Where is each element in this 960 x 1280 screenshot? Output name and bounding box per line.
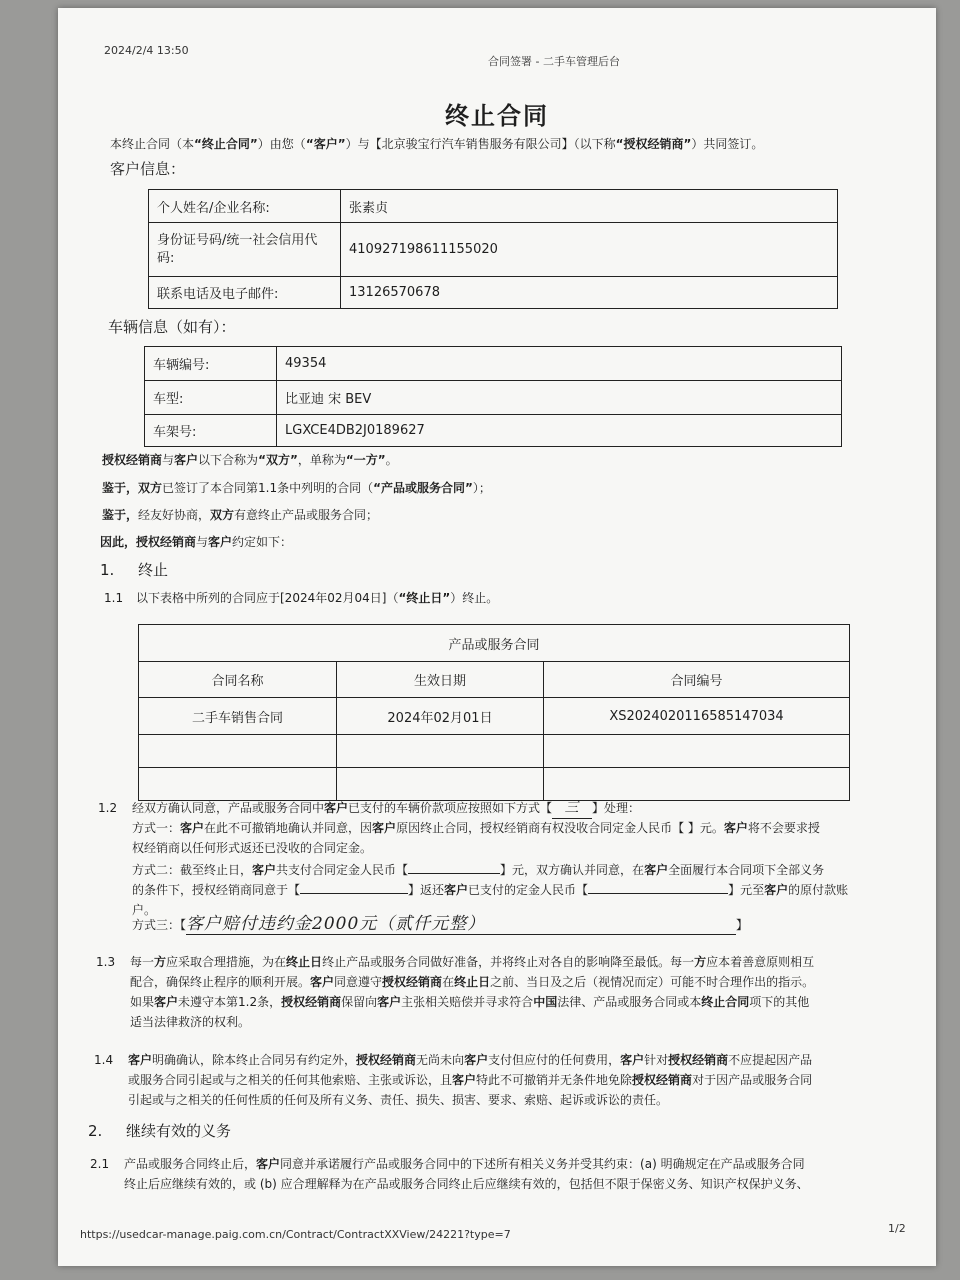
clause-text: 方式二：截至终止日， <box>132 863 253 877</box>
recital-text: 有意终止产品或服务合同； <box>234 508 379 522</box>
recital-text: 经友好协商， <box>138 508 211 522</box>
clause-text: 法律、产品或服务合同或本 <box>557 995 702 1009</box>
clause-text: 适当法律救济的权利。 <box>130 1015 251 1029</box>
customer-label: 身份证号码/统一社会信用代码: <box>149 223 341 277</box>
clause-term: 客户 <box>310 975 335 989</box>
table-cell: 2024年02月01日 <box>337 698 544 735</box>
customer-heading: 客户信息： <box>110 160 186 178</box>
vehicle-label: 车型: <box>145 381 277 415</box>
vehicle-row <box>145 347 842 381</box>
method-choice: 三 <box>552 798 592 819</box>
clause-text: 特此不可撤销并无条件地免除 <box>476 1073 633 1087</box>
clause-text: 之前、当日及之后（视情况而定）可能不时合理作出的指示。 <box>490 975 815 989</box>
vehicle-label: 车架号: <box>145 415 277 447</box>
vehicle-table <box>144 346 842 447</box>
clause-text: 支付但应付的任何费用， <box>488 1053 621 1067</box>
clause-text: 应采取合理措施，为在 <box>166 955 287 969</box>
intro-text: ）共同签订。 <box>691 137 764 151</box>
table-row <box>139 735 850 768</box>
recital-text: 以下合称为 <box>198 453 259 467</box>
clause-1-3-body <box>130 972 910 1032</box>
contract-table-caption-row <box>139 625 850 662</box>
clause-text: 在 <box>442 975 455 989</box>
print-page-title: 合同签署 - 二手车管理后台 <box>488 55 620 68</box>
clause-text: 或服务合同引起或与之相关的任何其他索赔、主张或诉讼，且 <box>128 1073 453 1087</box>
clause-term: 中国 <box>533 995 558 1009</box>
vehicle-value: 49354 <box>277 347 842 381</box>
recital-term: “一方” <box>345 453 386 467</box>
recital-text: ，单称为 <box>297 453 346 467</box>
vehicle-row <box>145 381 842 415</box>
clause-number: 2.1 <box>90 1157 110 1171</box>
section-title: 继续有效的义务 <box>126 1122 232 1140</box>
clause-text: 配合，确保终止程序的顺利开展。 <box>130 975 311 989</box>
clause-term: 终止日 <box>454 975 491 989</box>
clause-term: 客户 <box>644 863 669 877</box>
clause-text: 主张相关赔偿并寻求符合 <box>401 995 534 1009</box>
recital-term: 双方 <box>138 481 163 495</box>
refund-amount-blank <box>588 893 728 894</box>
table-cell <box>337 735 544 768</box>
recital-text: ）； <box>472 481 491 495</box>
contract-table <box>138 624 850 801</box>
clause-text: 项下的其他 <box>749 995 810 1009</box>
refund-date-blank <box>300 893 408 894</box>
column-header: 合同名称 <box>139 662 337 698</box>
vehicle-label: 车辆编号: <box>145 347 277 381</box>
clause-text: 方式三：【 <box>132 918 187 932</box>
clause-term: 客户 <box>452 1073 477 1087</box>
clause-text: 应本着善意原则相互 <box>706 955 815 969</box>
intro-term: “客户” <box>305 137 346 151</box>
clause-number: 1.3 <box>96 955 116 969</box>
clause-text: 产品或服务合同终止后， <box>124 1157 257 1171</box>
recital-term: “双方” <box>258 453 298 467</box>
clause-1-4-body <box>128 1070 918 1110</box>
clause-text: 】返还 <box>408 883 445 897</box>
clause-text: 将不会要求授 <box>747 821 820 835</box>
method-three <box>132 914 748 935</box>
table-cell <box>139 768 337 801</box>
clause-text: 原因终止合同，授权经销商有权没收合同定金人民币【 】元。 <box>396 821 724 835</box>
clause-text: 已支付的定金人民币【 <box>468 883 589 897</box>
clause-term: 终止合同 <box>701 995 750 1009</box>
clause-text: 无尚未向 <box>416 1053 465 1067</box>
table-row <box>139 698 850 735</box>
intro-paragraph <box>110 134 763 154</box>
clause-1-4 <box>94 1050 904 1070</box>
vehicle-value: 比亚迪 宋 BEV <box>277 381 842 415</box>
customer-label: 个人姓名/企业名称: <box>149 190 341 223</box>
clause-term: 授权经销商 <box>281 995 342 1009</box>
clause-term: 客户 <box>764 883 789 897</box>
clause-text: 未遵守本第1.2条， <box>178 995 282 1009</box>
section-title: 终止 <box>138 561 169 579</box>
clause-text: 同意遵守 <box>334 975 383 989</box>
clause-term: 客户 <box>180 821 205 835</box>
section-1-heading <box>100 559 168 580</box>
clause-text: 方式一： <box>132 821 181 835</box>
recital-term: 鉴于， <box>102 481 139 495</box>
clause-term: 客户 <box>464 1053 489 1067</box>
recital-text: 。 <box>385 453 398 467</box>
clause-2-1-body <box>124 1174 924 1194</box>
clause-term: 客户 <box>377 995 402 1009</box>
clause-text: 如果 <box>130 995 155 1009</box>
clause-text: 引起或与之相关的任何性质的任何及所有义务、责任、损失、损害、要求、索赔、起诉或诉讼的责任。 <box>128 1093 669 1107</box>
customer-label: 联系电话及电子邮件: <box>149 277 341 309</box>
clause-term: 客户 <box>154 995 179 1009</box>
clause-text: 终止后应继续有效的，或 (b) 应合理解释为在产品或服务合同终止后应继续有效的，包括但不限于保密义务、知识产权保护义务、 <box>124 1177 809 1191</box>
recital-parties <box>102 450 398 470</box>
intro-term: “授权经销商” <box>615 137 692 151</box>
table-row <box>139 768 850 801</box>
intro-text: ）由您（ <box>257 137 306 151</box>
clause-2-1 <box>90 1154 900 1174</box>
clause-text: 每一 <box>130 955 155 969</box>
print-datetime: 2024/2/4 13:50 <box>104 44 189 57</box>
column-header: 生效日期 <box>337 662 544 698</box>
clause-number: 1.1 <box>104 591 124 605</box>
vehicle-heading: 车辆信息（如有）： <box>108 318 236 336</box>
customer-row <box>149 223 838 277</box>
method-one <box>132 818 902 858</box>
section-number: 1. <box>100 561 115 579</box>
clause-term: 客户 <box>324 801 349 815</box>
table-cell <box>139 735 337 768</box>
section-number: 2. <box>88 1122 103 1140</box>
table-cell <box>544 768 850 801</box>
recital-term: 鉴于， <box>102 508 139 522</box>
clause-term: 授权经销商 <box>382 975 443 989</box>
clause-text: 以下表格中所列的合同应于[2024年02月04日]（ <box>136 591 399 605</box>
column-header: 合同编号 <box>544 662 850 698</box>
clause-text: 权经销商以任何形式返还已没收的合同定金。 <box>132 841 373 855</box>
clause-text: 已支付的车辆价款项应按照如下方式【 <box>348 801 553 815</box>
recital-term: 双方 <box>210 508 235 522</box>
clause-number: 1.2 <box>98 801 118 815</box>
clause-text: 对于因产品或服务合同 <box>692 1073 813 1087</box>
vehicle-value: LGXCE4DB2J0189627 <box>277 415 842 447</box>
clause-1-1 <box>104 588 498 608</box>
clause-text: 】处理： <box>592 801 641 815</box>
clause-text: 同意并承诺履行产品或服务合同中的下述所有相关义务并受其约束：(a) 明确规定在产品或服务合同 <box>280 1157 805 1171</box>
document-title: 终止合同 <box>445 102 549 130</box>
recital-text: 与 <box>196 535 209 549</box>
page-number: 1/2 <box>888 1222 906 1235</box>
clause-term: 客户 <box>128 1053 153 1067</box>
table-cell: XS20240201165851470​34 <box>544 698 850 735</box>
table-cell <box>337 768 544 801</box>
clause-term: 客户 <box>723 821 748 835</box>
recital-therefore <box>100 532 292 552</box>
clause-term: “终止日” <box>398 591 451 605</box>
recital-term: 客户 <box>208 535 233 549</box>
clause-text: 在此不可撤销地确认并同意，因 <box>204 821 373 835</box>
recital-whereas-1 <box>102 478 491 498</box>
table-cell: 二手车销售合同 <box>139 698 337 735</box>
clause-term: 授权经销商 <box>668 1053 729 1067</box>
clause-text: 共支付合同定金人民币【 <box>276 863 409 877</box>
recital-term: 因此，授权经销商 <box>100 535 197 549</box>
recital-text: 已签订了本合同第1.1条中列明的合同（ <box>162 481 374 495</box>
customer-value: 13126570678 <box>341 277 838 309</box>
clause-text: ）终止。 <box>450 591 499 605</box>
customer-value: 410927198611155020 <box>341 223 838 277</box>
recital-term: “产品或服务合同” <box>373 481 473 495</box>
handwritten-penalty: 客户赔付违约金2000元（贰仟元整） <box>186 914 736 935</box>
clause-text: 明确确认，除本终止合同另有约定外， <box>152 1053 357 1067</box>
recital-term: 授权经销商 <box>102 453 163 467</box>
recital-term: 客户 <box>174 453 199 467</box>
vehicle-row <box>145 415 842 447</box>
clause-term: 客户 <box>372 821 397 835</box>
clause-text: 经双方确认同意，产品或服务合同中 <box>132 801 325 815</box>
contract-table-header <box>139 662 850 698</box>
contract-page <box>58 8 936 1266</box>
method-two <box>132 860 907 920</box>
recital-text: 约定如下： <box>232 535 293 549</box>
contract-table-caption: 产品或服务合同 <box>139 625 850 662</box>
customer-table <box>148 189 838 309</box>
clause-term: 方 <box>154 955 167 969</box>
clause-term: 客户 <box>252 863 277 877</box>
clause-text: 全面履行本合同项下全部义务 <box>668 863 825 877</box>
clause-term: 授权经销商 <box>356 1053 417 1067</box>
customer-row <box>149 190 838 223</box>
clause-term: 方 <box>694 955 707 969</box>
clause-text: 不应提起因产品 <box>728 1053 813 1067</box>
customer-value: 张素贞 <box>341 190 838 223</box>
deposit-amount-blank <box>408 873 500 874</box>
clause-text: 保留向 <box>341 995 378 1009</box>
clause-text: 】元至 <box>728 883 765 897</box>
clause-1-2-intro <box>98 798 640 819</box>
clause-term: 客户 <box>620 1053 645 1067</box>
clause-text: 终止产品或服务合同做好准备，并将终止对各自的影响降至最低。每一 <box>322 955 695 969</box>
clause-text: 】元，双方确认并同意，在 <box>500 863 645 877</box>
intro-text: ）与【北京骏宝行汽车销售服务有限公司】（以下称 <box>345 137 616 151</box>
intro-text: 本终止合同（本 <box>110 137 195 151</box>
clause-text: 户。 <box>132 903 157 917</box>
clause-text: 针对 <box>644 1053 669 1067</box>
clause-number: 1.4 <box>94 1053 114 1067</box>
clause-text: 的原付款账 <box>788 883 849 897</box>
clause-term: 客户 <box>444 883 469 897</box>
customer-row <box>149 277 838 309</box>
intro-term: “终止合同” <box>194 137 258 151</box>
clause-text: 】 <box>736 918 749 932</box>
clause-term: 授权经销商 <box>632 1073 693 1087</box>
recital-whereas-2 <box>102 505 378 525</box>
clause-term: 终止日 <box>286 955 323 969</box>
clause-1-3 <box>96 952 896 972</box>
section-2-heading <box>88 1120 231 1141</box>
recital-text: 与 <box>162 453 175 467</box>
print-url: https://usedcar-manage.paig.com.cn/Contract/ContractXXView/24221?type=7 <box>80 1228 511 1241</box>
table-cell <box>544 735 850 768</box>
clause-term: 客户 <box>256 1157 281 1171</box>
clause-text: 的条件下，授权经销商同意于【 <box>132 883 301 897</box>
